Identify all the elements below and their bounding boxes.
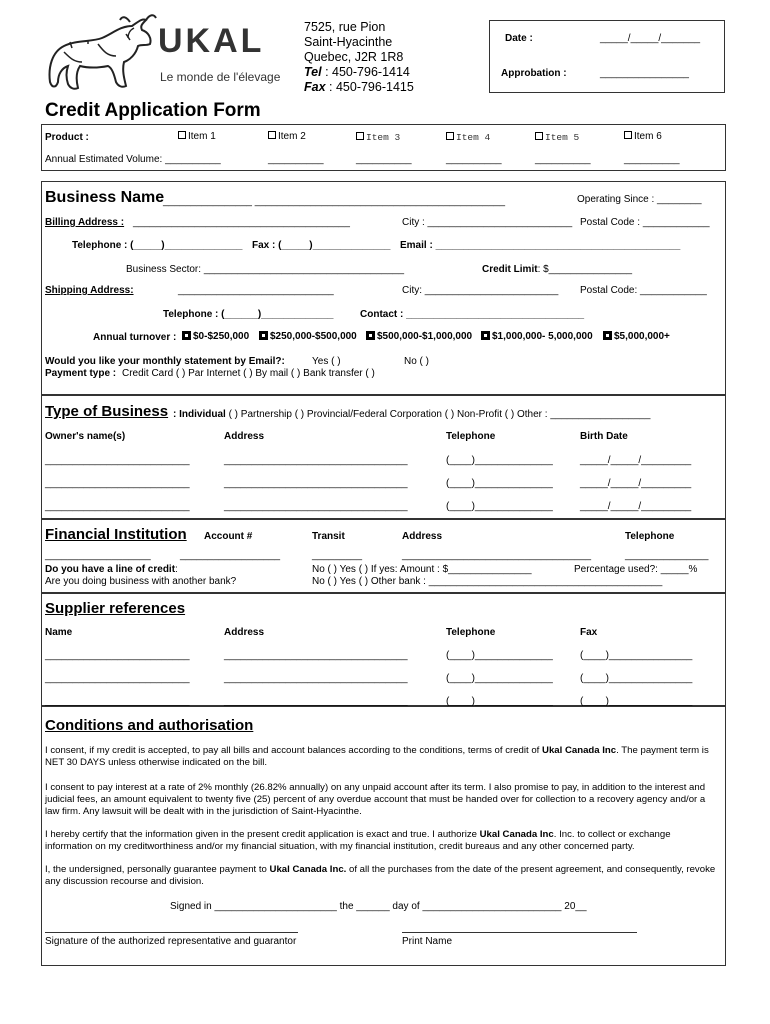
turnover-option-3[interactable] [366,331,472,342]
bank-address-field[interactable]: __________________________________ [402,550,592,561]
turnover-option-4[interactable] [481,331,593,342]
product-item-4[interactable] [446,132,490,143]
checkbox-icon [356,132,364,140]
product-item-6[interactable] [624,131,662,142]
payment-type-options[interactable]: Credit Card ( ) Par Internet ( ) By mail ( ) Bank transfer ( ) [122,368,375,379]
shipping-telephone-field[interactable]: Telephone : (______)_____________ [163,309,334,320]
option-label: $250,000-$500,000 [270,331,357,342]
email-statement-yes[interactable]: Yes ( ) [312,356,341,367]
financial-institution-title: Financial Institution [45,526,187,543]
volume-field[interactable]: __________ [624,154,680,165]
office-use-box [489,20,725,93]
supplier-fax-field[interactable]: (____)_______________ [580,650,693,661]
address-line3: Quebec, J2R 1R8 [304,50,404,64]
supplier-phone-field[interactable]: (____)______________ [446,696,553,707]
checkbox-icon [178,131,186,139]
approbation-label: Approbation : [501,68,567,79]
volume-field[interactable]: __________ [356,154,412,165]
condition-paragraph-4 [45,864,720,888]
bank-name-field[interactable]: ___________________ [45,550,151,561]
text: I consent, if my credit is accepted, to pay all bills and account balances according to the conditions, terms of credit of [45,745,543,756]
contact-field[interactable]: Contact : ________________________________ [360,309,585,320]
other-bank-answer[interactable]: No ( ) Yes ( ) Other bank : __________________________________________ [312,576,663,587]
owner-name-field[interactable]: __________________________ [45,455,190,466]
credit-limit-blank: : $_______________ [537,264,633,275]
approbation-field[interactable]: ________________ [600,68,689,79]
text: I hereby certify that the information given in the present credit application is exact and true. I authorize [45,829,480,840]
fax-field[interactable]: Fax : (_____)______________ [252,240,391,251]
supplier-name-field[interactable]: __________________________ [45,696,190,707]
email-statement-question: Would you like your monthly statement by Email?: [45,356,285,367]
print-name-line[interactable] [402,932,637,933]
supplier-fax-field[interactable]: (____)_______________ [580,696,693,707]
owner-birth-field[interactable]: _____/_____/_________ [580,501,692,512]
col-owner-telephone: Telephone [446,431,496,442]
col-owner-name: Owner's name(s) [45,431,126,442]
item-label: Item 5 [545,132,580,143]
owner-phone-field[interactable]: (____)______________ [446,455,553,466]
col-supplier-address: Address [224,627,265,638]
operating-since-field[interactable]: Operating Since : ________ [577,194,702,205]
volume-label[interactable]: Annual Estimated Volume: __________ [45,154,221,165]
signed-in-line[interactable]: Signed in ______________________ the ______ day of _________________________ 20__ [170,901,587,912]
supplier-phone-field[interactable]: (____)______________ [446,673,553,684]
col-telephone: Telephone [625,531,675,542]
bank-account-field[interactable]: __________________ [180,550,281,561]
volume-field[interactable]: __________ [268,154,324,165]
type-of-business-options[interactable] [173,409,650,420]
owner-birth-field[interactable]: _____/_____/_________ [580,478,692,489]
business-name-label: Business Name [45,189,165,206]
owner-name-field[interactable]: __________________________ [45,478,190,489]
business-name-field[interactable]: ________________ _____________________________________________ [163,196,506,207]
question-label: Do you have a line of credit [45,564,176,575]
turnover-option-5[interactable] [603,331,670,342]
email-statement-no[interactable]: No ( ) [404,356,429,367]
address-line1: 7525, rue Pion [304,20,386,34]
line-of-credit-answer[interactable]: No ( ) Yes ( ) If yes: Amount : $_______________ [312,564,532,575]
supplier-phone-field[interactable]: (____)______________ [446,650,553,661]
checkbox-icon [268,131,276,139]
product-item-1[interactable] [178,131,216,142]
turnover-option-2[interactable] [259,331,357,342]
checkbox-icon [259,331,268,340]
ukal-logo [42,12,292,102]
item-label: Item 4 [456,132,491,143]
condition-paragraph-1 [45,745,720,769]
condition-paragraph-3 [45,829,720,853]
form-title: Credit Application Form [45,100,261,121]
supplier-fax-field[interactable]: (____)_______________ [580,673,693,684]
col-owner-birth: Birth Date [580,431,628,442]
signature-label: Signature of the authorized representative and guarantor [45,936,297,947]
conditions-title: Conditions and authorisation [45,717,254,734]
billing-address-field[interactable]: _______________________________________ [133,217,350,228]
item-label: Item 3 [366,132,401,143]
product-label: Product : [45,132,89,143]
fax-line [304,80,414,94]
bull-logo-icon [42,12,160,102]
fax-value: : 450-796-1415 [325,80,414,94]
volume-field[interactable]: __________ [446,154,502,165]
checkbox-icon [446,132,454,140]
tel-value: : 450-796-1414 [321,65,410,79]
shipping-address-field[interactable]: ____________________________ [178,285,334,296]
supplier-address-field[interactable]: _________________________________ [224,650,408,661]
supplier-address-field[interactable]: _________________________________ [224,696,408,707]
col-supplier-fax: Fax [580,627,598,638]
fax-label: Fax [304,80,326,94]
item-label: Item 1 [188,131,216,142]
date-label: Date : [505,33,533,44]
company-name: Ukal Canada Inc [479,829,554,840]
owner-name-field[interactable]: __________________________ [45,501,190,512]
text: of all the purchases from the date of the present agreement, and consequently, revoke any discussion recourse and division. [45,864,716,887]
company-name: Ukal Canada Inc [542,745,617,756]
text: . Inc. to collect or exchange information on my creditworthiness and/or my financial situation, with my financial institution, credit bureaus and any other concerned party. [45,829,671,852]
product-item-2[interactable] [268,131,306,142]
option-label: $1,000,000- 5,000,000 [492,331,593,342]
other-bank-question: Are you doing business with another bank? [45,576,237,587]
shipping-postal-field[interactable]: Postal Code: ____________ [580,285,707,296]
turnover-option-1[interactable] [182,331,249,342]
owner-phone-field[interactable]: (____)______________ [446,501,553,512]
col-owner-address: Address [224,431,265,442]
col-account: Account # [204,531,253,542]
tel-label: Tel [304,65,322,79]
owner-address-field[interactable]: _________________________________ [224,455,408,466]
signature-line[interactable] [45,932,298,933]
supplier-name-field[interactable]: __________________________ [45,673,190,684]
individual-label: : Individual [173,409,226,420]
billing-city-field[interactable]: City : __________________________ [402,217,573,228]
shipping-city-field[interactable]: City: ________________________ [402,285,559,296]
brand-name: UKAL [158,22,265,60]
supplier-name-field[interactable]: __________________________ [45,650,190,661]
line-of-credit-question [45,564,178,575]
bank-phone-field[interactable]: _______________ [625,550,709,561]
percentage-used-field[interactable]: Percentage used?: _____% [574,564,698,575]
col-supplier-telephone: Telephone [446,627,496,638]
billing-postal-field[interactable]: Postal Code : ____________ [580,217,710,228]
address-line2: Saint-Hyacinthe [304,35,393,49]
product-item-3[interactable] [356,132,400,143]
company-name: Ukal Canada Inc. [269,864,347,875]
checkbox-icon [366,331,375,340]
owner-birth-field[interactable]: _____/_____/_________ [580,455,692,466]
product-item-5[interactable] [535,132,579,143]
shipping-address-label: Shipping Address: [45,285,134,296]
bank-transit-field[interactable]: _________ [312,550,363,561]
option-label: $0-$250,000 [193,331,250,342]
credit-limit-label: Credit Limit [482,264,538,275]
question-colon: : [175,564,178,575]
checkbox-icon [535,132,543,140]
tel-line [304,65,410,79]
option-label: $5,000,000+ [614,331,670,342]
checkbox-icon [624,131,632,139]
telephone-field[interactable]: Telephone : (_____)______________ [72,240,243,251]
text: . The payment term is NET 30 DAYS unless otherwise indicated on the bill. [45,745,709,768]
text: I, the undersigned, personally guarantee payment to [45,864,270,875]
volume-field[interactable]: __________ [535,154,591,165]
owner-phone-field[interactable]: (____)______________ [446,478,553,489]
item-label: Item 2 [278,131,306,142]
owner-address-field[interactable]: _________________________________ [224,478,408,489]
condition-paragraph-2: I consent to pay interest at a rate of 2% monthly (26.82% annually) on any unpaid account after its term. I also promise to pay, in addition to the interest and judicial fees, an amount equivalent to twenty five (25) percent of any overdue account that must be handed over for collection to a recovery agency and/or a law firm. Any lawsuit will be dealt with in the jurisdiction of Saint-Hyacinthe. [45,782,706,817]
checkbox-icon [603,331,612,340]
date-field[interactable]: _____/_____/_______ [600,33,701,44]
options-label: ( ) Partnership ( ) Provincial/Federal Corporation ( ) Non-Profit ( ) Other : __________________ [228,409,651,420]
business-sector-field[interactable]: Business Sector: ____________________________________ [126,264,405,275]
option-label: $500,000-$1,000,000 [377,331,473,342]
credit-limit-field[interactable] [482,264,632,275]
col-address: Address [402,531,443,542]
type-of-business-title: Type of Business [45,403,169,420]
supplier-references-title: Supplier references [45,600,186,617]
owner-address-field[interactable]: _________________________________ [224,501,408,512]
annual-turnover-label: Annual turnover : [93,332,177,343]
checkbox-icon [481,331,490,340]
col-supplier-name: Name [45,627,73,638]
payment-type-label: Payment type : [45,368,117,379]
col-transit: Transit [312,531,345,542]
item-label: Item 6 [634,131,662,142]
supplier-address-field[interactable]: _________________________________ [224,673,408,684]
print-name-label: Print Name [402,936,453,947]
checkbox-icon [182,331,191,340]
billing-address-label: Billing Address : [45,217,125,228]
brand-tagline: Le monde de l'élevage [160,70,281,84]
email-field[interactable]: Email : ____________________________________________ [400,240,681,251]
